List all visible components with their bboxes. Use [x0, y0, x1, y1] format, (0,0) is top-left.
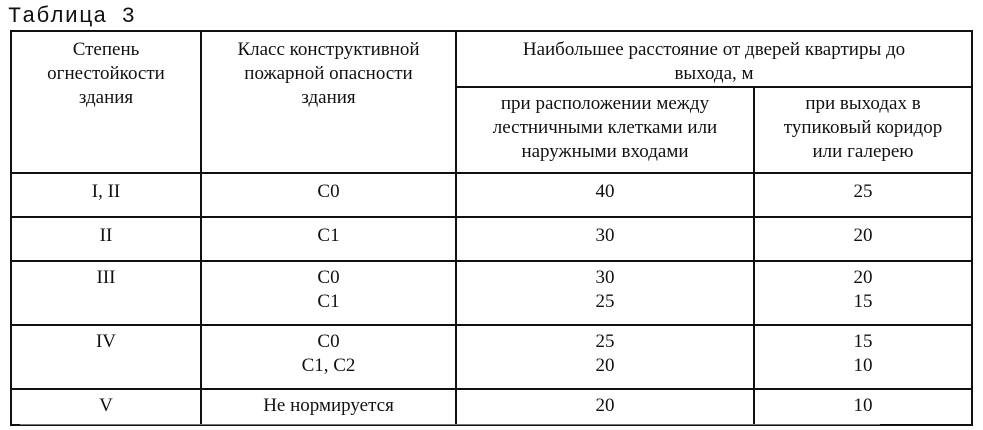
cell-degree — [11, 173, 201, 217]
class-value: С1 — [317, 225, 340, 246]
cell-class — [201, 261, 456, 325]
header-construction-class — [201, 31, 456, 173]
cell-degree — [11, 261, 201, 325]
cell-deadend — [754, 173, 972, 217]
class-value: С0 — [317, 181, 340, 202]
cell-class — [201, 389, 456, 425]
table-row — [11, 217, 972, 261]
header-col4-line3: или галерею — [812, 141, 914, 162]
cell-deadend — [754, 217, 972, 261]
between-value: 30 — [595, 267, 615, 288]
cell-between — [456, 217, 754, 261]
header-col2-line1: Класс конструктивной — [237, 39, 420, 60]
between-value: 40 — [595, 181, 615, 202]
header-col3-line3: наружными входами — [521, 141, 689, 162]
header-col4-line1: при выходах в — [805, 93, 921, 114]
header-col3-line2: лестничными клетками или — [492, 117, 718, 138]
header-fire-resistance — [11, 31, 201, 173]
deadend-value: 20 — [853, 267, 873, 288]
header-col1-line1: Степень — [72, 39, 140, 60]
degree-value: III — [96, 267, 116, 288]
deadend-value: 15 — [853, 291, 873, 312]
between-value: 20 — [595, 355, 615, 376]
cell-between — [456, 173, 754, 217]
degree-value: V — [99, 395, 113, 416]
deadend-value: 15 — [853, 331, 873, 352]
degree-value: IV — [95, 331, 117, 352]
header-col2-line3: здания — [301, 87, 356, 108]
cell-deadend — [754, 389, 972, 425]
cell-class — [201, 217, 456, 261]
header-col34-line1: Наибольшее расстояние от дверей квартиры до — [522, 39, 906, 60]
fire-distance-table-wrapper — [10, 30, 971, 426]
header-col1-line2: огнестойкости — [47, 63, 165, 84]
deadend-value: 10 — [853, 395, 873, 416]
degree-value: I, II — [91, 181, 121, 202]
cell-class — [201, 325, 456, 389]
table-row — [11, 389, 972, 425]
deadend-value: 20 — [853, 225, 873, 246]
cell-between — [456, 325, 754, 389]
table-row — [11, 325, 972, 389]
header-dead-end — [754, 87, 972, 173]
cell-between — [456, 389, 754, 425]
fire-distance-table — [10, 30, 973, 426]
cell-deadend — [754, 261, 972, 325]
class-value: Не нормируется — [263, 395, 394, 416]
between-value: 25 — [595, 291, 615, 312]
header-col3-line1: при расположении между — [500, 93, 710, 114]
header-max-distance — [456, 31, 972, 87]
between-value: 20 — [595, 395, 615, 416]
cell-degree — [11, 325, 201, 389]
deadend-value: 10 — [853, 355, 873, 376]
header-col4-line2: тупиковый коридор — [783, 117, 943, 138]
table-row — [11, 261, 972, 325]
degree-value: II — [99, 225, 113, 246]
cell-deadend — [754, 325, 972, 389]
header-col2-line2: пожарной опасности — [244, 63, 413, 84]
table-caption: Таблица 3 — [8, 4, 136, 29]
page-bottom-rule — [20, 424, 880, 425]
between-value: 30 — [595, 225, 615, 246]
header-col1-line3: здания — [78, 87, 134, 108]
cell-degree — [11, 217, 201, 261]
cell-class — [201, 173, 456, 217]
table-row — [11, 173, 972, 217]
cell-between — [456, 261, 754, 325]
cell-degree — [11, 389, 201, 425]
class-value: С1 — [317, 291, 340, 312]
deadend-value: 25 — [853, 181, 873, 202]
class-value: С1, С2 — [301, 355, 356, 376]
header-between-stairs — [456, 87, 754, 173]
class-value: С0 — [317, 267, 340, 288]
class-value: С0 — [317, 331, 340, 352]
between-value: 25 — [595, 331, 615, 352]
header-col34-line2: выхода, м — [674, 63, 754, 84]
header-row-top — [11, 31, 972, 87]
